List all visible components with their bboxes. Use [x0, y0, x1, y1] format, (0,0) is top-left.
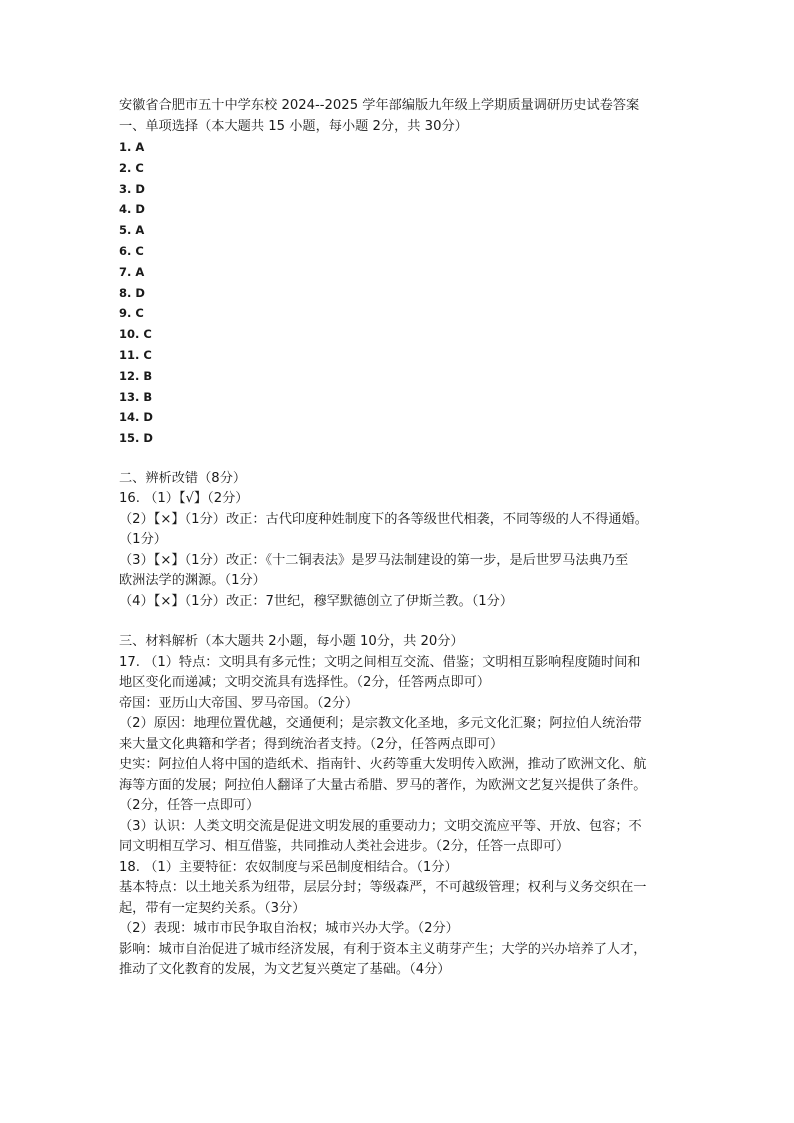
answer-line: 起，带有一定契约关系。（3分）	[119, 900, 306, 916]
choice-answer: 8. D	[119, 285, 145, 300]
answer-line: （2）【×】（1分）改正：古代印度种姓制度下的各等级世代相袭，不同等级的人不得通婚。	[119, 511, 648, 527]
answer-line: 影响：城市自治促进了城市经济发展，有利于资本主义萌芽产生；大学的兴办培养了人才，	[119, 941, 647, 957]
answer-line: 同文明相互学习、相互借鉴，共同推动人类社会进步。（2分，任答一点即可）	[119, 839, 570, 855]
section2-heading: 二、辨析改错（8分）	[119, 470, 247, 486]
answer-line: 地区变化而递减；文明交流具有选择性。（2分，任答两点即可）	[119, 675, 491, 691]
answer-line: （2）原因：地理位置优越，交通便利；是宗教文化圣地，多元文化汇聚；阿拉伯人统治带	[119, 716, 642, 732]
section1-heading: 一、单项选择（本大题共 15 小题，每小题 2分，共 30分）	[119, 118, 468, 134]
choice-answer: 4. D	[119, 202, 145, 217]
choice-answer: 3. D	[119, 181, 145, 196]
choice-answer: 11. C	[119, 347, 152, 362]
answer-line: 欧洲法学的渊源。（1分）	[119, 573, 266, 589]
choice-answer: 13. B	[119, 389, 153, 404]
choice-answer: 5. A	[119, 223, 145, 238]
section3-heading: 三、材料解析（本大题共 2小题，每小题 10分，共 20分）	[119, 634, 464, 650]
answer-line: （4）【×】（1分）改正：7世纪，穆罕默德创立了伊斯兰教。（1分）	[119, 593, 514, 609]
choice-answer: 14. D	[119, 410, 153, 425]
choice-answer: 7. A	[119, 264, 145, 279]
answer-line: 来大量文化典籍和学者；得到统治者支持。（2分，任答两点即可）	[119, 736, 504, 752]
choice-answer: 2. C	[119, 160, 144, 175]
answer-line: 推动了文化教育的发展，为文艺复兴奠定了基础。（4分）	[119, 962, 451, 978]
choice-answer: 12. B	[119, 368, 153, 383]
choice-answer: 9. C	[119, 306, 144, 321]
choice-answer: 1. A	[119, 140, 145, 154]
choice-answer: 10. C	[119, 327, 152, 342]
choice-answer-list	[119, 137, 719, 449]
answer-line: （3）认识：人类文明交流是促进文明发展的重要动力；文明交流应平等、开放、包容；不	[119, 818, 642, 834]
answer-document	[119, 96, 719, 981]
choice-answer: 15. D	[119, 431, 153, 446]
answer-line: 帝国：亚历山大帝国、罗马帝国。（2分）	[119, 695, 359, 711]
answer-line: 16. （1）【√】（2分）	[119, 491, 249, 507]
section2-body	[119, 489, 719, 612]
document-title: 安徽省合肥市五十中学东校 2024--2025 学年部编版九年级上学期质量调研历史试卷答案	[119, 98, 640, 113]
answer-line: 18. （1）主要特征：农奴制度与采邑制度相结合。（1分）	[119, 859, 458, 875]
answer-line: 海等方面的发展；阿拉伯人翻译了大量古希腊、罗马的著作，为欧洲文艺复兴提供了条件。	[119, 777, 647, 793]
choice-answer: 6. C	[119, 243, 144, 258]
answer-line: 史实：阿拉伯人将中国的造纸术、指南针、火药等重大发明传入欧洲，推动了欧洲文化、航	[119, 757, 647, 773]
answer-line: （2分，任答一点即可）	[119, 798, 260, 814]
section3-body	[119, 653, 719, 981]
answer-line: 17. （1）特点：文明具有多元性；文明之间相互交流、借鉴；文明相互影响程度随时间和	[119, 654, 641, 670]
answer-line: （3）【×】（1分）改正：《十二铜表法》是罗马法制建设的第一步，是后世罗马法典乃至	[119, 552, 629, 568]
answer-line: （2）表现：城市市民争取自治权；城市兴办大学。（2分）	[119, 921, 459, 937]
answer-line: 基本特点：以土地关系为纽带，层层分封；等级森严，不可越级管理；权利与义务交织在一	[119, 880, 647, 896]
answer-line: （1分）	[119, 532, 167, 548]
